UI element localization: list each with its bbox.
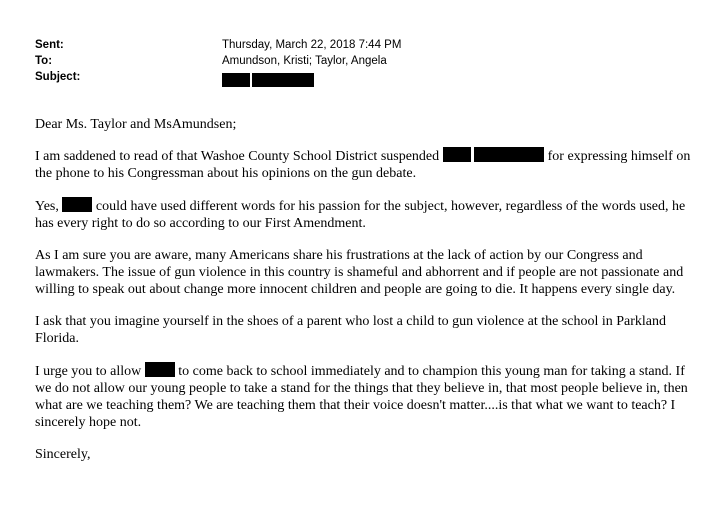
paragraph-1 bbox=[35, 147, 695, 182]
redaction-block bbox=[145, 362, 175, 377]
redaction-block bbox=[474, 147, 544, 162]
sent-label: Sent: bbox=[35, 39, 64, 51]
paragraph-1-end: for expressing himself on the phone to his Congressman about his opinions on the gun debate. bbox=[35, 149, 691, 181]
paragraph-5-end: to come back to school immediately and to champion this young man for taking a stand. If we do not allow our young people to take a stand for the things that they believe in, that most people believe in, then what are we teaching them? We are teaching them that their voice doesn't matter....is that what we want to teach? I sincerely hope not. bbox=[35, 364, 688, 430]
paragraph-1-start: I am saddened to read of that Washoe County School District suspended bbox=[35, 149, 440, 164]
paragraph-2-end: could have used different words for his passion for the subject, however, regardless of the words used, he has every right to do so according to our First Amendment. bbox=[35, 199, 686, 231]
subject-value bbox=[222, 72, 316, 88]
redaction-block bbox=[222, 73, 250, 87]
redaction-block bbox=[62, 197, 92, 212]
letter-body bbox=[35, 116, 695, 478]
subject-label: Subject: bbox=[35, 71, 81, 83]
salutation: Dear Ms. Taylor and MsAmundsen; bbox=[35, 117, 237, 132]
to-value: Amundson, Kristi; Taylor, Angela bbox=[222, 55, 387, 67]
paragraph-2 bbox=[35, 197, 695, 232]
redaction-block bbox=[443, 147, 471, 162]
paragraph-3: As I am sure you are aware, many Americans share his frustrations at the lack of action by our Congress and lawmakers. The issue of gun violence in this country is shameful and abhorrent and if people are not passionate and willing to speak out about change more innocent children and people are going to die. It happens every single day. bbox=[35, 248, 684, 297]
paragraph-5-start: I urge you to allow bbox=[35, 364, 142, 379]
sent-value: Thursday, March 22, 2018 7:44 PM bbox=[222, 39, 402, 51]
redaction-block bbox=[252, 73, 314, 87]
paragraph-4: I ask that you imagine yourself in the shoes of a parent who lost a child to gun violence at the school in Parkland Florida. bbox=[35, 314, 667, 346]
closing: Sincerely, bbox=[35, 447, 91, 462]
to-label: To: bbox=[35, 55, 53, 67]
paragraph-2-start: Yes, bbox=[35, 199, 59, 214]
paragraph-5 bbox=[35, 362, 695, 431]
